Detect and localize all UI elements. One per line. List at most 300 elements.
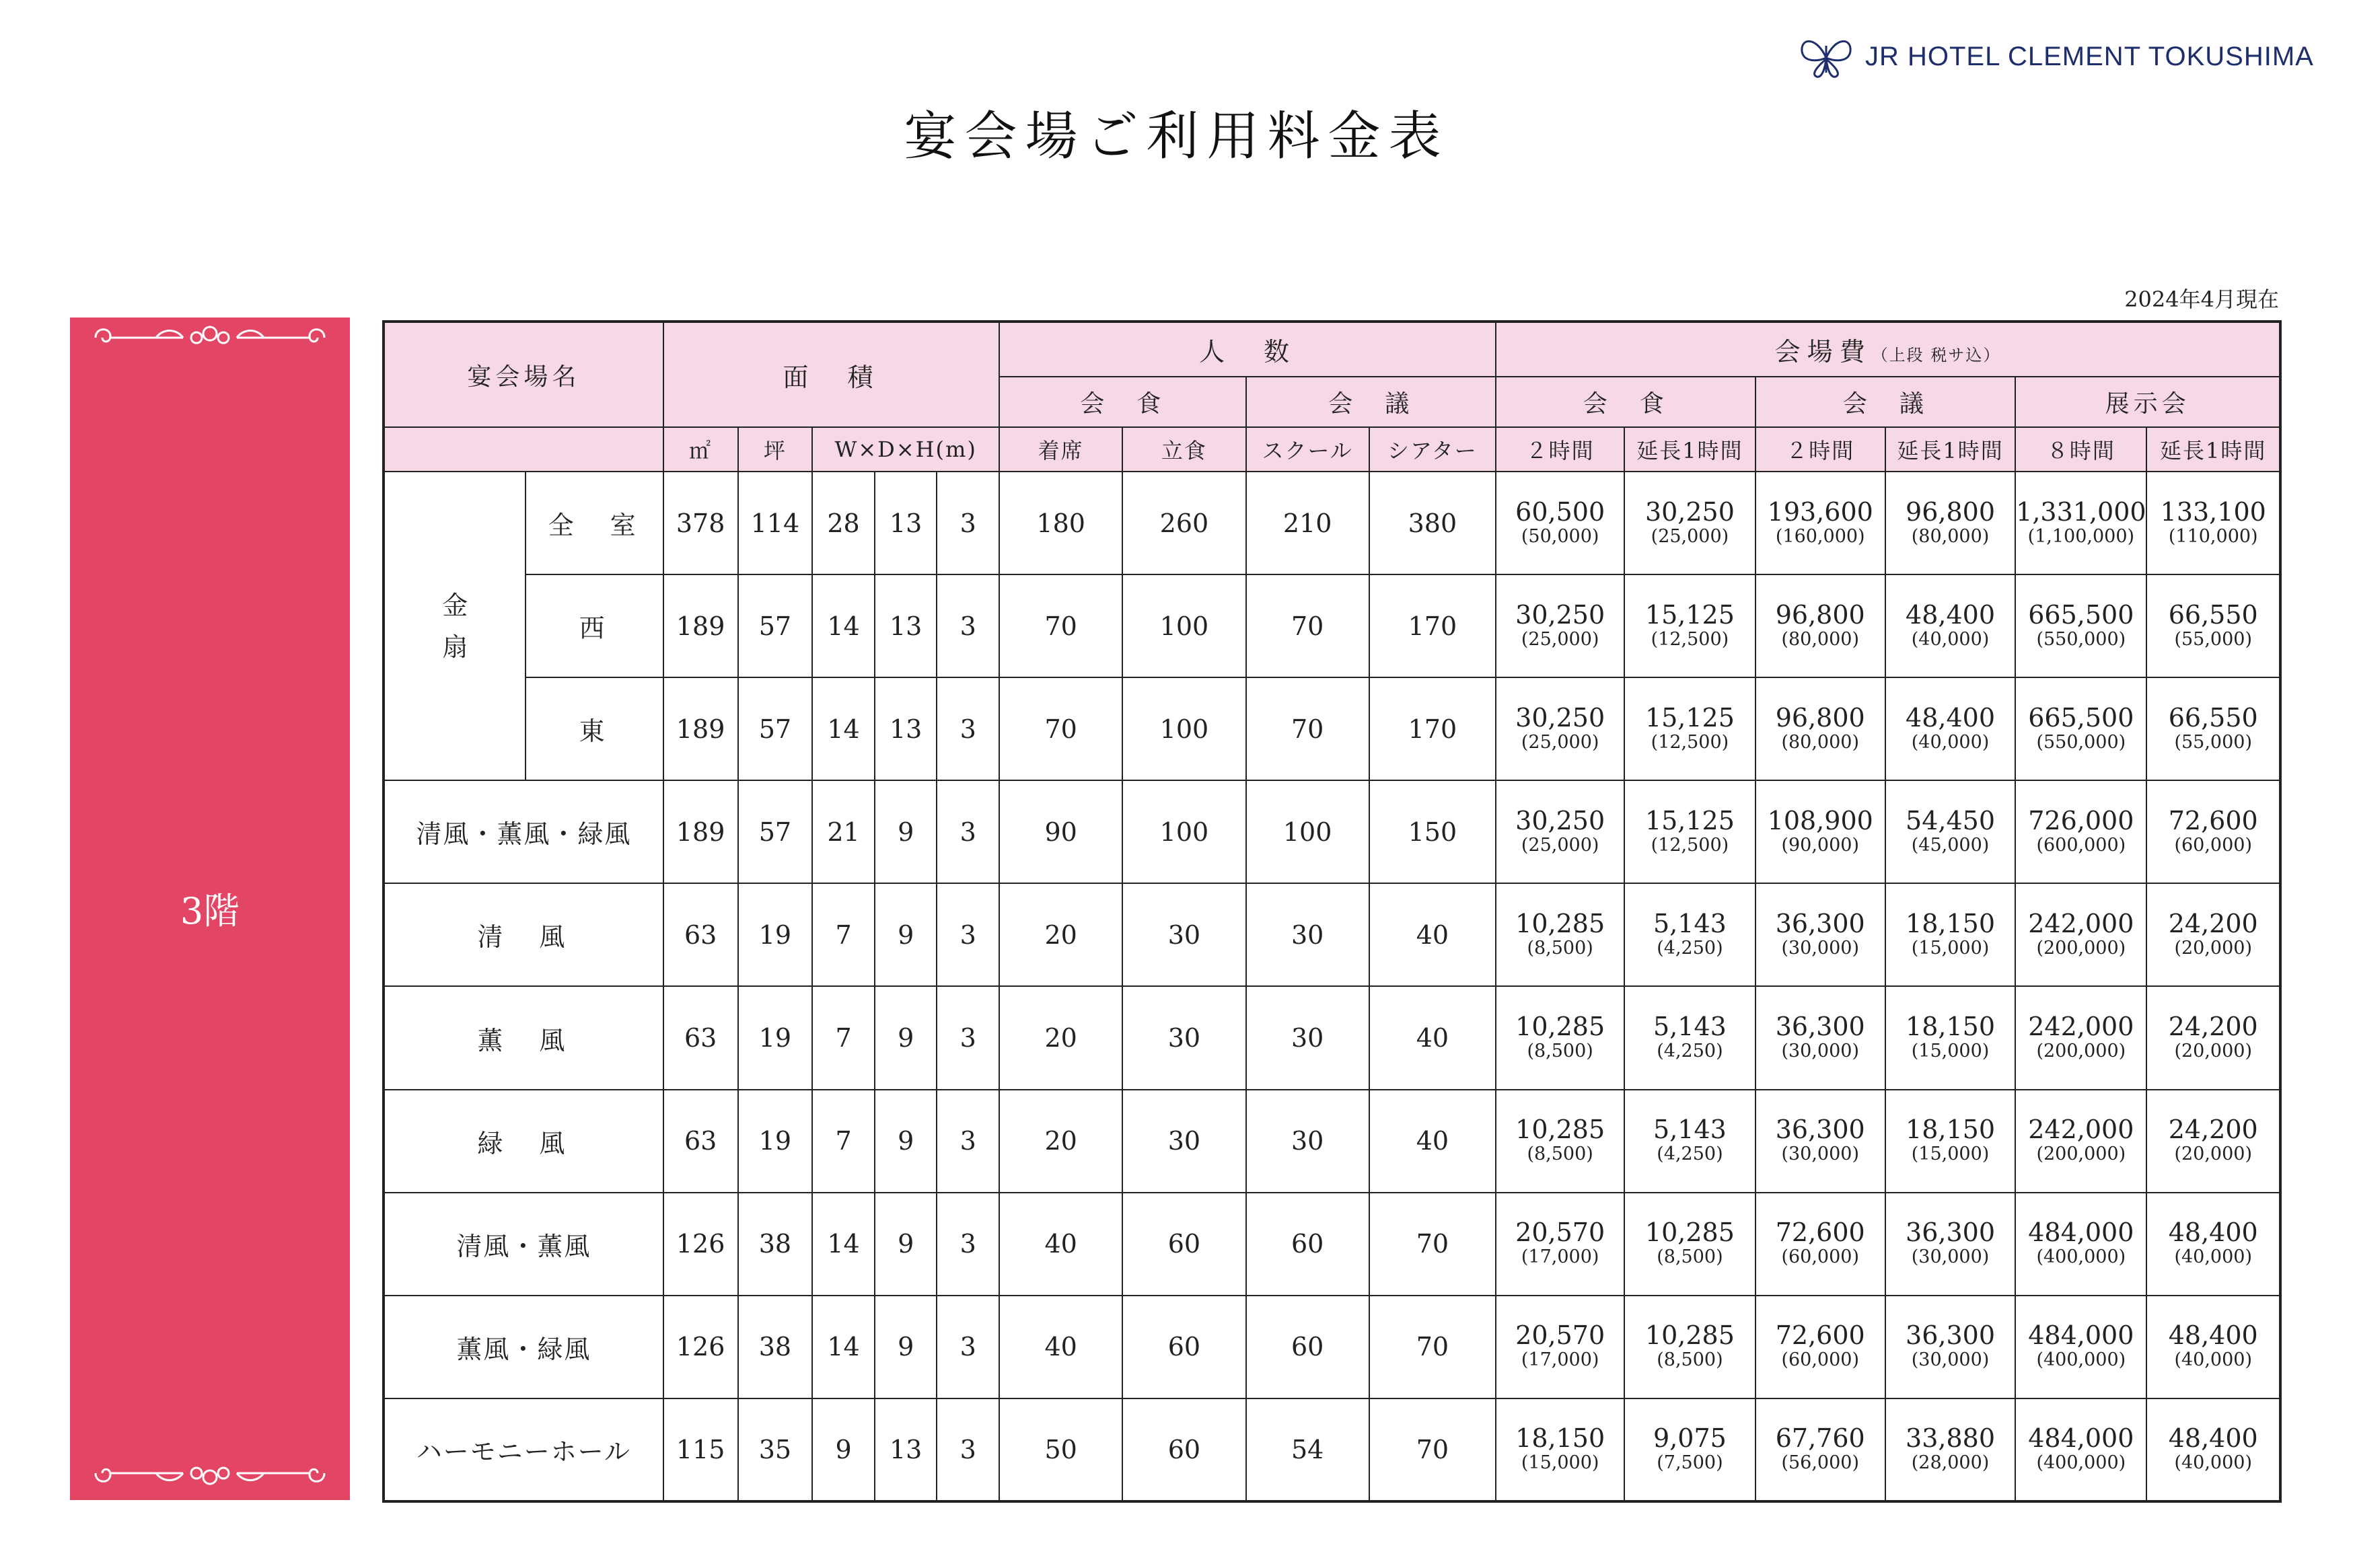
fee-cell (1496, 574, 1624, 677)
fee-cell (1624, 574, 1755, 677)
fee-before-tax: (30,000) (1781, 937, 1859, 959)
fee-before-tax: (4,250) (1657, 1144, 1723, 1165)
ornament-top-icon (82, 318, 338, 358)
cell-tsubo: 57 (738, 780, 813, 883)
venue-name: 東 (526, 677, 663, 780)
fee-with-tax: 96,800 (1775, 599, 1865, 630)
fee-before-tax: (40,000) (1911, 731, 1990, 753)
venue-name: 薫風・緑風 (384, 1296, 663, 1398)
fee-with-tax: 66,550 (2168, 599, 2258, 630)
cell-seated: 50 (999, 1398, 1122, 1501)
fee-before-tax: (90,000) (1781, 834, 1859, 856)
fee-with-tax: 48,400 (1906, 599, 1995, 630)
cell-w: 7 (812, 1090, 875, 1193)
fee-cell (2146, 1398, 2280, 1501)
fee-with-tax: 10,285 (1644, 1218, 1735, 1248)
fee-before-tax: (8,500) (1657, 1349, 1723, 1371)
cell-w: 21 (812, 780, 875, 883)
header-school: スクール (1246, 427, 1369, 472)
fee-cell (1624, 1193, 1755, 1296)
fee-before-tax: (45,000) (1911, 834, 1990, 856)
header-venue-name: 宴会場名 (384, 322, 663, 427)
cell-h: 3 (937, 677, 999, 780)
cell-standing: 30 (1122, 986, 1245, 1089)
header-fee-dining: 会 食 (1496, 377, 1755, 427)
fee-with-tax: 33,880 (1906, 1423, 1995, 1453)
table-row (384, 986, 2280, 1089)
venue-name: 全 室 (526, 472, 663, 574)
fee-cell (2146, 986, 2280, 1089)
fee-cell (2146, 1193, 2280, 1296)
venue-group-line2: 扇 (442, 632, 468, 662)
fee-with-tax: 18,150 (1515, 1423, 1605, 1453)
cell-d: 9 (875, 1090, 937, 1193)
fee-before-tax: (30,000) (1781, 1144, 1859, 1165)
fee-cell (1755, 472, 1885, 574)
fee-with-tax: 10,285 (1515, 1115, 1605, 1145)
cell-sqm: 189 (663, 677, 738, 780)
header-fee-meeting: 会 議 (1755, 377, 2016, 427)
header-dining-ext: 延長1時間 (1624, 427, 1755, 472)
fee-with-tax: 484,000 (2028, 1320, 2134, 1351)
cell-d: 9 (875, 1296, 937, 1398)
fee-with-tax: 72,600 (2168, 805, 2258, 835)
fee-before-tax: (40,000) (2174, 1452, 2252, 1473)
cell-w: 14 (812, 1193, 875, 1296)
fee-before-tax: (17,000) (1521, 1349, 1599, 1371)
cell-tsubo: 19 (738, 986, 813, 1089)
fee-before-tax: (400,000) (2036, 1246, 2126, 1268)
fee-with-tax: 10,285 (1515, 908, 1605, 938)
table-row (384, 1090, 2280, 1193)
header-theater: シアター (1369, 427, 1496, 472)
fee-before-tax: (25,000) (1521, 834, 1599, 856)
fee-cell (1496, 1296, 1624, 1398)
venue-group-line1: 金 (442, 590, 468, 620)
table-row (384, 472, 2280, 574)
cell-seated: 20 (999, 1090, 1122, 1193)
cell-sqm: 126 (663, 1193, 738, 1296)
fee-before-tax: (400,000) (2036, 1452, 2126, 1473)
cell-sqm: 63 (663, 986, 738, 1089)
fee-cell (1496, 1193, 1624, 1296)
fee-cell (2015, 883, 2146, 986)
fee-before-tax: (8,500) (1527, 1041, 1593, 1062)
header-fee-label: 会場費 (1774, 337, 1872, 367)
header-exhibition-ext: 延長1時間 (2146, 427, 2280, 472)
fee-with-tax: 1,331,000 (2016, 496, 2146, 527)
fee-cell (1885, 1296, 2015, 1398)
cell-seated: 90 (999, 780, 1122, 883)
header-seated: 着席 (999, 427, 1122, 472)
cell-sqm: 63 (663, 1090, 738, 1193)
fee-cell (1755, 780, 1885, 883)
cell-h: 3 (937, 1193, 999, 1296)
fee-with-tax: 54,450 (1906, 805, 1995, 835)
fee-before-tax: (8,500) (1657, 1246, 1723, 1268)
header-exhibition-8h: ８時間 (2015, 427, 2146, 472)
fee-cell (1624, 472, 1755, 574)
fee-cell (1885, 677, 2015, 780)
fee-with-tax: 15,125 (1644, 702, 1735, 733)
fee-with-tax: 36,300 (1775, 1115, 1865, 1145)
fee-cell (2015, 1398, 2146, 1501)
fee-with-tax: 48,400 (2168, 1320, 2258, 1351)
cell-theater: 70 (1369, 1296, 1496, 1398)
cell-h: 3 (937, 1296, 999, 1398)
table-row (384, 1296, 2280, 1398)
fee-cell (1755, 1296, 1885, 1398)
cell-theater: 150 (1369, 780, 1496, 883)
fee-with-tax: 5,143 (1653, 1012, 1727, 1042)
fee-before-tax: (17,000) (1521, 1246, 1599, 1268)
venue-name: 清風・薫風 (384, 1193, 663, 1296)
hotel-name: JR HOTEL CLEMENT TOKUSHIMA (1865, 41, 2314, 71)
fee-cell (1755, 1398, 1885, 1501)
fee-before-tax: (4,250) (1657, 937, 1723, 959)
cell-seated: 20 (999, 986, 1122, 1089)
header-dims: W×D×H(m) (812, 427, 999, 472)
header-meeting: 会 議 (1246, 377, 1496, 427)
floor-label: 3階 (180, 890, 240, 932)
cell-w: 14 (812, 1296, 875, 1398)
cell-d: 9 (875, 883, 937, 986)
fee-cell (2015, 574, 2146, 677)
fee-with-tax: 15,125 (1644, 599, 1735, 630)
venue-name: 薫 風 (384, 986, 663, 1089)
fee-cell (2146, 574, 2280, 677)
fee-cell (1885, 574, 2015, 677)
fee-before-tax: (4,250) (1657, 1041, 1723, 1062)
fee-before-tax: (55,000) (2174, 731, 2252, 753)
fee-cell (2015, 472, 2146, 574)
cell-school: 30 (1246, 1090, 1369, 1193)
cell-d: 9 (875, 1193, 937, 1296)
fee-cell (1496, 472, 1624, 574)
fee-cell (1624, 986, 1755, 1089)
fee-cell (2015, 986, 2146, 1089)
fee-before-tax: (40,000) (1911, 628, 1990, 650)
fee-before-tax: (28,000) (1911, 1452, 1990, 1473)
cell-standing: 260 (1122, 472, 1245, 574)
fee-with-tax: 30,250 (1515, 599, 1605, 630)
fee-with-tax: 24,200 (2168, 908, 2258, 938)
fee-with-tax: 15,125 (1644, 805, 1735, 835)
fee-with-tax: 96,800 (1906, 496, 1995, 527)
fee-before-tax: (40,000) (2174, 1246, 2252, 1268)
fee-with-tax: 242,000 (2028, 1115, 2134, 1145)
cell-school: 70 (1246, 677, 1369, 780)
header-sqm: ㎡ (663, 427, 738, 472)
fee-before-tax: (25,000) (1521, 628, 1599, 650)
fee-before-tax: (30,000) (1911, 1246, 1990, 1268)
fee-before-tax: (30,000) (1781, 1041, 1859, 1062)
fee-before-tax: (550,000) (2036, 628, 2126, 650)
fee-with-tax: 72,600 (1775, 1320, 1865, 1351)
header-area: 面 積 (663, 322, 999, 427)
cell-w: 7 (812, 883, 875, 986)
as-of-date: 2024年4月現在 (2124, 287, 2279, 312)
cell-h: 3 (937, 986, 999, 1089)
cell-sqm: 189 (663, 780, 738, 883)
header-venue-spacer (384, 427, 663, 472)
fee-cell (2015, 780, 2146, 883)
cell-seated: 180 (999, 472, 1122, 574)
table-row (384, 883, 2280, 986)
cell-d: 9 (875, 780, 937, 883)
cell-w: 14 (812, 677, 875, 780)
header-dining: 会 食 (999, 377, 1245, 427)
venue-name: 緑 風 (384, 1090, 663, 1193)
floor-panel (70, 318, 350, 1500)
cell-tsubo: 19 (738, 1090, 813, 1193)
fee-cell (1755, 574, 1885, 677)
cell-d: 13 (875, 1398, 937, 1501)
cell-standing: 60 (1122, 1398, 1245, 1501)
fee-cell (1755, 883, 1885, 986)
fee-cell (1755, 1090, 1885, 1193)
cell-sqm: 189 (663, 574, 738, 677)
fee-cell (1885, 1193, 2015, 1296)
fee-before-tax: (80,000) (1911, 525, 1990, 547)
fee-cell (1496, 1090, 1624, 1193)
cell-h: 3 (937, 1398, 999, 1501)
cell-tsubo: 38 (738, 1296, 813, 1398)
fee-with-tax: 48,400 (1906, 702, 1995, 733)
fee-with-tax: 484,000 (2028, 1423, 2134, 1453)
fee-with-tax: 242,000 (2028, 1012, 2134, 1042)
fee-before-tax: (20,000) (2174, 1041, 2252, 1062)
cell-d: 13 (875, 574, 937, 677)
cell-school: 30 (1246, 986, 1369, 1089)
table-row (384, 780, 2280, 883)
cell-seated: 40 (999, 1193, 1122, 1296)
cell-school: 70 (1246, 574, 1369, 677)
ornament-bottom-icon (82, 1453, 338, 1493)
fee-cell (1885, 986, 2015, 1089)
fee-before-tax: (55,000) (2174, 628, 2252, 650)
fee-cell (2015, 1296, 2146, 1398)
cell-w: 9 (812, 1398, 875, 1501)
fee-before-tax: (12,500) (1651, 731, 1729, 753)
fee-before-tax: (40,000) (2174, 1349, 2252, 1371)
cell-theater: 40 (1369, 883, 1496, 986)
cell-tsubo: 38 (738, 1193, 813, 1296)
fee-before-tax: (15,000) (1911, 937, 1990, 959)
header-capacity: 人 数 (999, 322, 1496, 377)
fee-before-tax: (60,000) (2174, 834, 2252, 856)
fee-before-tax: (7,500) (1657, 1452, 1723, 1473)
cell-theater: 40 (1369, 1090, 1496, 1193)
fee-before-tax: (12,500) (1651, 834, 1729, 856)
fee-with-tax: 36,300 (1775, 1012, 1865, 1042)
fee-with-tax: 665,500 (2028, 702, 2134, 733)
cell-tsubo: 57 (738, 574, 813, 677)
fee-before-tax: (8,500) (1527, 1144, 1593, 1165)
fee-cell (1755, 1193, 1885, 1296)
fee-cell (1885, 472, 2015, 574)
fee-cell (1885, 1090, 2015, 1193)
header-dining-2h: ２時間 (1496, 427, 1624, 472)
fee-with-tax: 10,285 (1644, 1320, 1735, 1351)
fee-cell (1496, 883, 1624, 986)
fee-cell (2146, 780, 2280, 883)
fee-before-tax: (15,000) (1911, 1041, 1990, 1062)
fee-before-tax: (25,000) (1651, 525, 1729, 547)
fee-with-tax: 60,500 (1515, 496, 1605, 527)
cell-theater: 380 (1369, 472, 1496, 574)
cell-h: 3 (937, 472, 999, 574)
fee-cell (2146, 472, 2280, 574)
cell-d: 13 (875, 677, 937, 780)
cell-sqm: 115 (663, 1398, 738, 1501)
cell-standing: 100 (1122, 780, 1245, 883)
header-fee (1496, 322, 2280, 377)
cell-theater: 170 (1369, 677, 1496, 780)
fee-with-tax: 242,000 (2028, 908, 2134, 938)
fee-with-tax: 9,075 (1653, 1423, 1727, 1453)
cell-standing: 60 (1122, 1296, 1245, 1398)
fee-before-tax: (30,000) (1911, 1349, 1990, 1371)
cell-standing: 100 (1122, 574, 1245, 677)
table-row (384, 1398, 2280, 1501)
fee-cell (1624, 1090, 1755, 1193)
fee-before-tax: (80,000) (1781, 628, 1859, 650)
fee-before-tax: (20,000) (2174, 1144, 2252, 1165)
fee-cell (1496, 677, 1624, 780)
cell-school: 60 (1246, 1296, 1369, 1398)
page-title: 宴会場ご利用料金表 (904, 106, 1449, 167)
fee-with-tax: 96,800 (1775, 702, 1865, 733)
cell-tsubo: 19 (738, 883, 813, 986)
fee-before-tax: (15,000) (1521, 1452, 1599, 1473)
cell-d: 13 (875, 472, 937, 574)
venue-group-kinsen (384, 472, 526, 780)
fee-before-tax: (25,000) (1521, 731, 1599, 753)
fee-before-tax: (15,000) (1911, 1144, 1990, 1165)
cell-w: 14 (812, 574, 875, 677)
header-meeting-2h: ２時間 (1755, 427, 1885, 472)
header-tsubo: 坪 (738, 427, 813, 472)
fee-before-tax: (20,000) (2174, 937, 2252, 959)
fee-with-tax: 133,100 (2160, 496, 2266, 527)
fee-before-tax: (1,100,000) (2027, 525, 2135, 547)
cell-sqm: 126 (663, 1296, 738, 1398)
fee-with-tax: 20,570 (1515, 1320, 1605, 1351)
fee-with-tax: 48,400 (2168, 1218, 2258, 1248)
table-row (384, 1193, 2280, 1296)
fee-with-tax: 72,600 (1775, 1218, 1865, 1248)
cell-theater: 70 (1369, 1398, 1496, 1501)
fee-with-tax: 5,143 (1653, 1115, 1727, 1145)
cell-school: 54 (1246, 1398, 1369, 1501)
cell-w: 28 (812, 472, 875, 574)
cell-seated: 40 (999, 1296, 1122, 1398)
fee-with-tax: 108,900 (1767, 805, 1873, 835)
cell-school: 30 (1246, 883, 1369, 986)
fee-before-tax: (60,000) (1781, 1349, 1859, 1371)
cell-seated: 70 (999, 574, 1122, 677)
fee-with-tax: 18,150 (1906, 908, 1995, 938)
fee-with-tax: 484,000 (2028, 1218, 2134, 1248)
table-row (384, 574, 2280, 677)
fee-cell (1496, 1398, 1624, 1501)
cell-d: 9 (875, 986, 937, 1089)
fee-before-tax: (60,000) (1781, 1246, 1859, 1268)
cell-theater: 40 (1369, 986, 1496, 1089)
fee-cell (2146, 677, 2280, 780)
fee-before-tax: (200,000) (2036, 937, 2126, 959)
cell-sqm: 63 (663, 883, 738, 986)
fee-with-tax: 36,300 (1906, 1320, 1995, 1351)
cell-standing: 30 (1122, 1090, 1245, 1193)
fee-with-tax: 66,550 (2168, 702, 2258, 733)
venue-name: 西 (526, 574, 663, 677)
fee-with-tax: 5,143 (1653, 908, 1727, 938)
header-meeting-ext: 延長1時間 (1885, 427, 2015, 472)
fee-before-tax: (200,000) (2036, 1041, 2126, 1062)
fee-cell (1624, 1296, 1755, 1398)
fee-with-tax: 30,250 (1515, 805, 1605, 835)
fee-with-tax: 30,250 (1515, 702, 1605, 733)
fee-cell (1496, 986, 1624, 1089)
fee-with-tax: 24,200 (2168, 1012, 2258, 1042)
venue-name: ハーモニーホール (384, 1398, 663, 1501)
fee-cell (1885, 1398, 2015, 1501)
fee-cell (1755, 986, 1885, 1089)
fee-cell (1624, 780, 1755, 883)
fee-cell (1885, 780, 2015, 883)
fee-before-tax: (8,500) (1527, 937, 1593, 959)
header-fee-note: （上段 税サ込） (1871, 346, 2001, 365)
cell-tsubo: 35 (738, 1398, 813, 1501)
fee-with-tax: 30,250 (1644, 496, 1735, 527)
fee-with-tax: 36,300 (1775, 908, 1865, 938)
butterfly-logo-icon (1797, 32, 1856, 81)
fee-before-tax: (400,000) (2036, 1349, 2126, 1371)
fee-before-tax: (600,000) (2036, 834, 2126, 856)
cell-w: 7 (812, 986, 875, 1089)
fee-cell (1755, 677, 1885, 780)
fee-before-tax: (56,000) (1781, 1452, 1859, 1473)
cell-sqm: 378 (663, 472, 738, 574)
cell-seated: 70 (999, 677, 1122, 780)
banquet-fee-table (382, 320, 2282, 1503)
fee-with-tax: 67,760 (1775, 1423, 1865, 1453)
fee-before-tax: (110,000) (2168, 525, 2258, 547)
fee-before-tax: (550,000) (2036, 731, 2126, 753)
cell-h: 3 (937, 780, 999, 883)
fee-with-tax: 726,000 (2028, 805, 2134, 835)
header-standing: 立食 (1122, 427, 1245, 472)
cell-h: 3 (937, 574, 999, 677)
fee-before-tax: (80,000) (1781, 731, 1859, 753)
fee-with-tax: 48,400 (2168, 1423, 2258, 1453)
fee-cell (2146, 883, 2280, 986)
cell-standing: 100 (1122, 677, 1245, 780)
cell-theater: 70 (1369, 1193, 1496, 1296)
fee-with-tax: 18,150 (1906, 1012, 1995, 1042)
fee-with-tax: 193,600 (1767, 496, 1873, 527)
cell-school: 60 (1246, 1193, 1369, 1296)
fee-before-tax: (160,000) (1775, 525, 1865, 547)
fee-cell (1624, 1398, 1755, 1501)
cell-h: 3 (937, 1090, 999, 1193)
venue-name: 清 風 (384, 883, 663, 986)
fee-cell (2015, 677, 2146, 780)
header-fee-exhibition: 展示会 (2015, 377, 2280, 427)
table-row (384, 677, 2280, 780)
